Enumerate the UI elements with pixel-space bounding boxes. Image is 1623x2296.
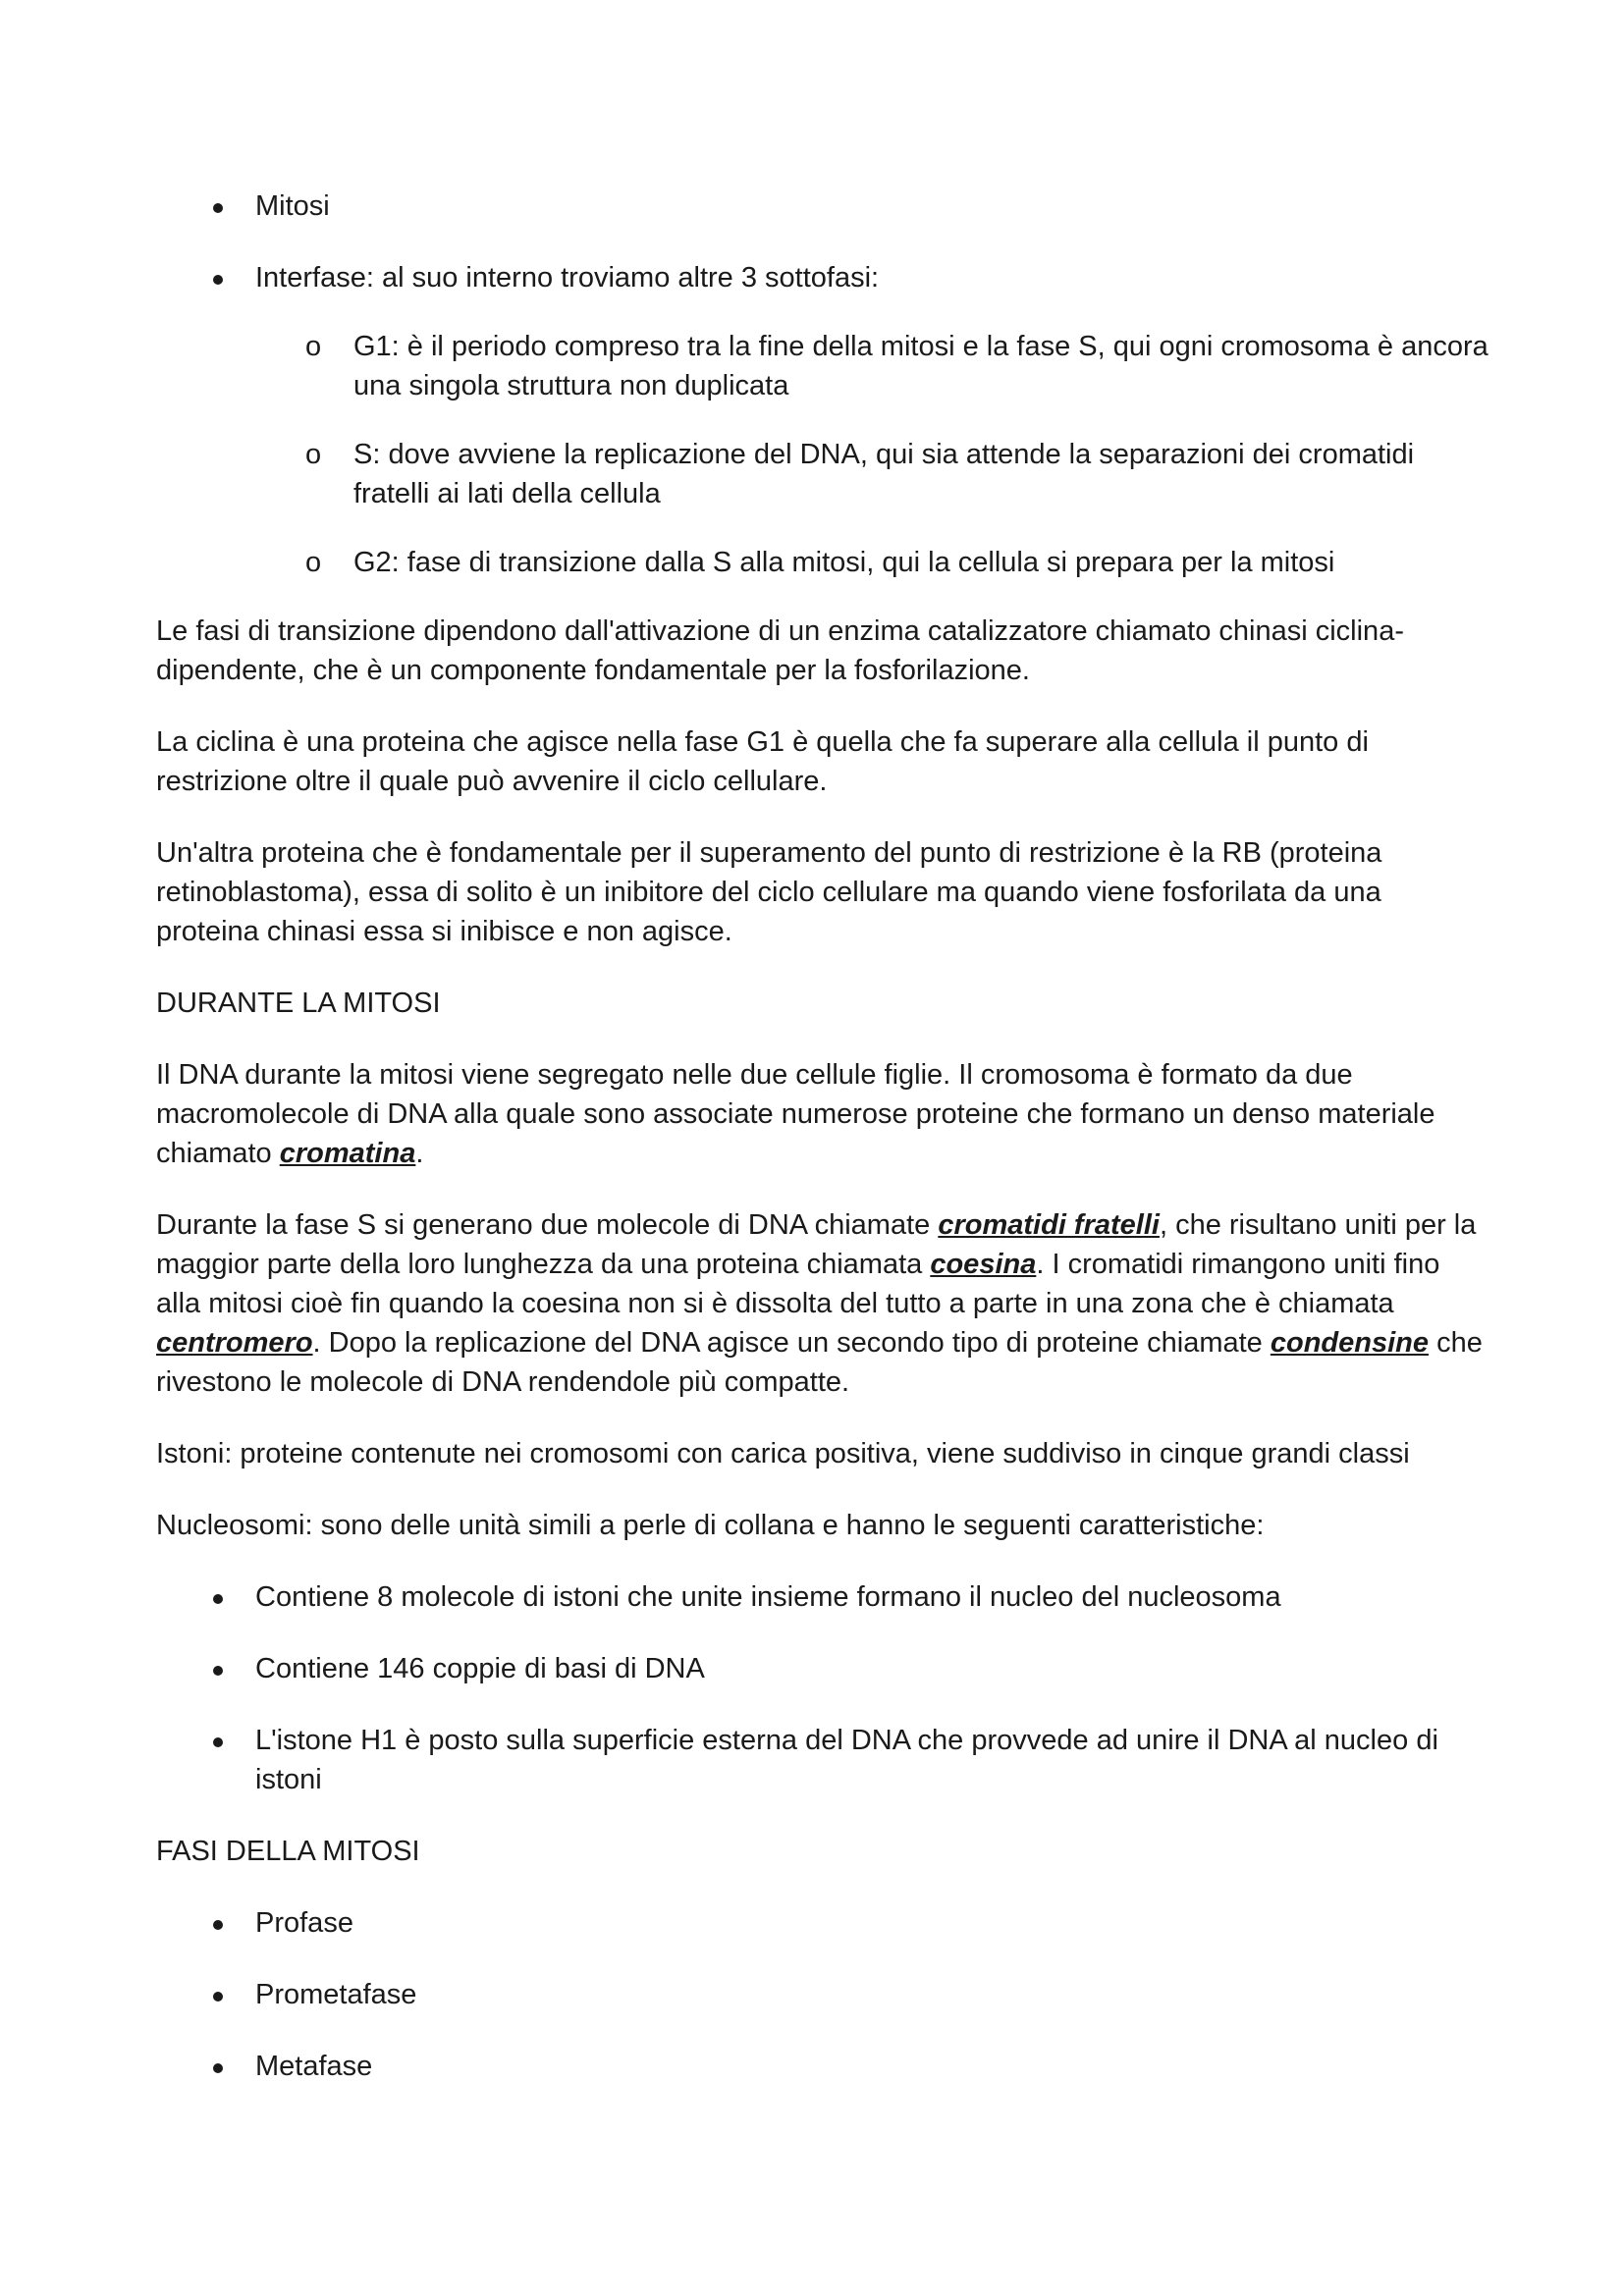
- bullet-icon: [213, 2063, 223, 2073]
- text-run: . Dopo la replicazione del DNA agisce un secondo tipo di proteine chiamate: [312, 1327, 1271, 1359]
- section-heading-durante: DURANTE LA MITOSI: [156, 988, 441, 1019]
- bullet-icon: [213, 275, 223, 285]
- paragraph-fase-s: [156, 1205, 1491, 1402]
- paragraph-istoni: Istoni: proteine contenute nei cromosomi con carica positiva, viene suddiviso in cinque grandi classi: [156, 1438, 1410, 1469]
- list-item-text: Contiene 146 coppie di basi di DNA: [255, 1653, 705, 1684]
- text-run: Il DNA durante la mitosi viene segregato nelle due cellule figlie. Il cromosoma è formato da due macromolecole di DNA alla quale sono associate numerose proteine che formano un denso materiale chiamato: [156, 1059, 1435, 1169]
- text-run: , che risultano uniti per la maggior parte della loro lunghezza da una proteina chiamata: [156, 1209, 1477, 1280]
- bullet-icon: [213, 1920, 223, 1930]
- list-item: [156, 435, 1491, 513]
- bullet-icon: [213, 1737, 223, 1747]
- list-item-text: Prometafase: [255, 1979, 417, 2010]
- text-run: che rivestono le molecole di DNA rendendole più compatte.: [156, 1327, 1483, 1398]
- nucleosome-list: [156, 1577, 1491, 1799]
- bullet-icon: [213, 1666, 223, 1676]
- list-item: [156, 327, 1491, 405]
- list-item: [156, 2047, 1491, 2086]
- key-term: centromero: [156, 1327, 313, 1359]
- list-item: [156, 187, 1491, 226]
- document-content: [156, 187, 1491, 2118]
- list-item: [156, 543, 1491, 582]
- list-item: [156, 1721, 1491, 1799]
- mitosis-phase-list: [156, 1903, 1491, 2086]
- key-term: coesina: [930, 1249, 1037, 1280]
- bullet-icon: [213, 203, 223, 213]
- bullet-icon: [213, 1992, 223, 2002]
- key-term: cromatina: [279, 1138, 416, 1169]
- bullet-icon: [213, 1594, 223, 1604]
- key-term: cromatidi fratelli: [938, 1209, 1160, 1241]
- list-item-text: G2: fase di transizione dalla S alla mitosi, qui la cellula si prepara per la mitosi: [353, 547, 1335, 578]
- list-marker: o: [305, 547, 322, 578]
- list-item: [156, 258, 1491, 297]
- list-marker: o: [305, 331, 322, 362]
- list-item-text: S: dove avviene la replicazione del DNA, qui sia attende la separazioni dei cromatidi fratelli ai lati della cellula: [353, 439, 1415, 509]
- text-run: Durante la fase S si generano due molecole di DNA chiamate: [156, 1209, 939, 1241]
- key-term: condensine: [1270, 1327, 1430, 1359]
- paragraph-transizione: Le fasi di transizione dipendono dall'attivazione di un enzima catalizzatore chiamato chinasi ciclina-dipendente, che è un componente fondamentale per la fosforilazione.: [156, 615, 1404, 686]
- list-item: [156, 1577, 1491, 1617]
- list-item-text: Profase: [255, 1907, 353, 1939]
- list-item: [156, 1975, 1491, 2014]
- list-item-text: Interfase: al suo interno troviamo altre 3 sottofasi:: [255, 262, 880, 294]
- section-heading-fasi: FASI DELLA MITOSI: [156, 1836, 420, 1867]
- list-item-text: Contiene 8 molecole di istoni che unite insieme formano il nucleo del nucleosoma: [255, 1581, 1281, 1613]
- text-run: .: [415, 1138, 424, 1169]
- paragraph-rb: Un'altra proteina che è fondamentale per il superamento del punto di restrizione è la RB (proteina retinoblastoma), essa di solito è un inibitore del ciclo cellulare ma quando viene fosforilata da una proteina chinasi essa si inibisce e non agisce.: [156, 837, 1382, 947]
- phase-list: [156, 187, 1491, 297]
- paragraph-ciclina: La ciclina è una proteina che agisce nella fase G1 è quella che fa superare alla cellula il punto di restrizione oltre il quale può avvenire il ciclo cellulare.: [156, 726, 1369, 797]
- list-item-text: G1: è il periodo compreso tra la fine della mitosi e la fase S, qui ogni cromosoma è ancora una singola struttura non duplicata: [353, 331, 1488, 401]
- list-item-text: L'istone H1 è posto sulla superficie esterna del DNA che provvede ad unire il DNA al nucleo di istoni: [255, 1725, 1438, 1795]
- paragraph-dna: [156, 1055, 1491, 1173]
- list-item: [156, 1903, 1491, 1943]
- list-item-text: Metafase: [255, 2051, 373, 2082]
- list-marker: o: [305, 439, 322, 470]
- paragraph-nucleosomi: Nucleosomi: sono delle unità simili a perle di collana e hanno le seguenti caratteristiche:: [156, 1510, 1265, 1541]
- subphase-list: [156, 327, 1491, 582]
- list-item: [156, 1649, 1491, 1688]
- text-run: . I cromatidi rimangono uniti fino alla mitosi cioè fin quando la coesina non si è dissolta del tutto a parte in una zona che è chiamata: [156, 1249, 1440, 1319]
- list-item-text: Mitosi: [255, 190, 330, 222]
